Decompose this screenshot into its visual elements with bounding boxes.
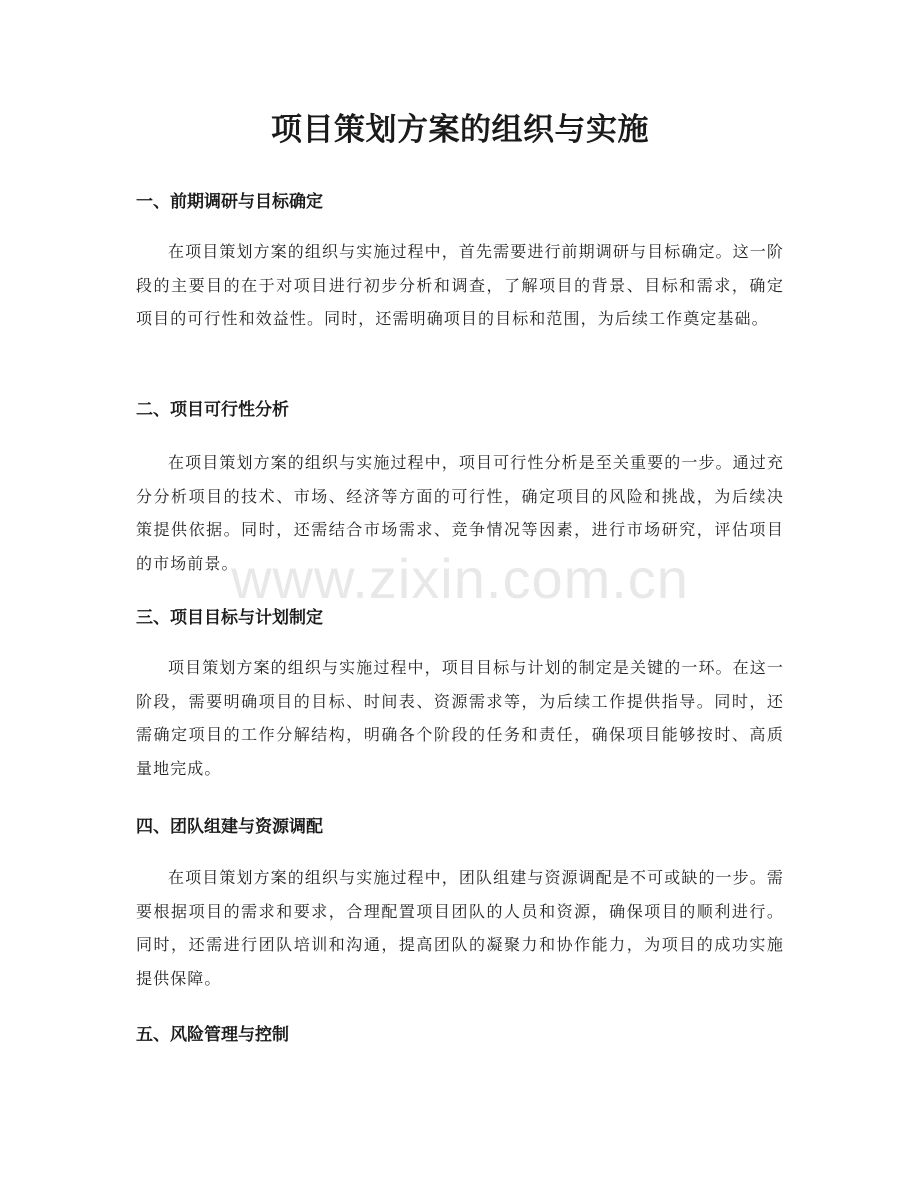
section-heading-3: 三、项目目标与计划制定 [136,608,323,628]
section-paragraph-2: 在项目策划方案的组织与实施过程中，项目可行性分析是至关重要的一步。通过充分分析项目的技术、市场、经济等方面的可行性，确定项目的风险和挑战，为后续决策提供依据。同时，还需结合市场需求、竞争情况等因素，进行市场研究，评估项目的市场前景。 [136,453,784,573]
section-heading-5: 五、风险管理与控制 [136,1025,289,1045]
section-heading-1: 一、前期调研与目标确定 [136,192,323,212]
section-paragraph-4: 在项目策划方案的组织与实施过程中，团队组建与资源调配是不可或缺的一步。需要根据项目的需求和要求，合理配置项目团队的人员和资源，确保项目的顺利进行。同时，还需进行团队培训和沟通，提高团队的凝聚力和协作能力，为项目的成功实施提供保障。 [136,868,784,988]
section-heading-2: 二、项目可行性分析 [136,400,289,420]
section-heading-4: 四、团队组建与资源调配 [136,817,323,837]
section-paragraph-3: 项目策划方案的组织与实施过程中，项目目标与计划的制定是关键的一环。在这一阶段，需要明确项目的目标、时间表、资源需求等，为后续工作提供指导。同时，还需确定项目的工作分解结构，明确各个阶段的任务和责任，确保项目能够按时、高质量地完成。 [136,658,784,778]
section-paragraph-1: 在项目策划方案的组织与实施过程中，首先需要进行前期调研与目标确定。这一阶段的主要目的在于对项目进行初步分析和调查，了解项目的背景、目标和需求，确定项目的可行性和效益性。同时，还需明确项目的目标和范围，为后续工作奠定基础。 [136,242,784,328]
document-title: 项目策划方案的组织与实施 [271,112,649,148]
watermark-text: www.zixin.com.cn [231,547,689,610]
